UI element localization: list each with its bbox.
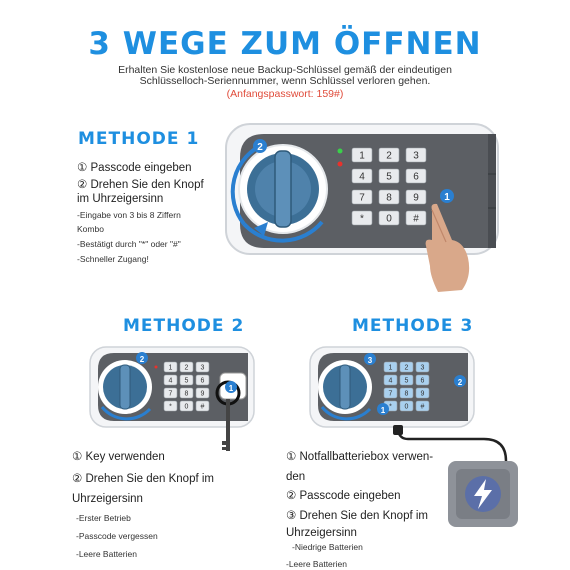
keypad-key-label: 2: [184, 364, 189, 372]
keypad-key-label: 7: [168, 390, 173, 398]
keypad-key-label: 6: [200, 377, 205, 385]
method2-note2: -Passcode vergessen: [76, 531, 158, 541]
keypad-key-label: 0: [404, 403, 409, 411]
method1-heading: METHODE 1: [78, 129, 200, 149]
method2-step1: ① Key verwenden: [72, 451, 165, 463]
keypad-key-label: 8: [386, 192, 392, 204]
method2-heading: METHODE 2: [123, 316, 245, 336]
method3-step2: ② Passcode eingeben: [286, 490, 401, 502]
method3-heading: METHODE 3: [352, 316, 474, 336]
method2-note3: -Leere Batterien: [76, 549, 137, 559]
keypad-key-label: 3: [413, 150, 419, 162]
svg-text:1: 1: [380, 406, 386, 415]
keypad-key-label: 1: [359, 150, 365, 162]
keypad-key-label: 6: [420, 377, 425, 385]
method3-note1: -Niedrige Batterien: [292, 542, 363, 552]
method1-step2b: im Uhrzeigersinn: [77, 193, 164, 205]
keypad-key-label: #: [420, 403, 425, 411]
lock-panel-illustration-1: [224, 118, 500, 294]
method1-note3: -Schneller Zugang!: [77, 254, 149, 264]
keypad-key-label: 9: [420, 390, 425, 398]
keypad-key-label: 3: [200, 364, 205, 372]
keypad-key-label: 9: [200, 390, 205, 398]
page-title: 3 WEGE ZUM ÖFFNEN: [88, 26, 482, 62]
keypad-key-label: 4: [168, 377, 173, 385]
method3-step3b: Uhrzeigersinn: [286, 527, 357, 539]
svg-text:2: 2: [457, 378, 463, 387]
method1-note1b: Kombo: [77, 224, 104, 234]
keypad-key-label: 5: [404, 377, 409, 385]
method2-step2b: Uhrzeigersinn: [72, 493, 143, 505]
subtitle-line-2: Schlüsselloch-Seriennummer, wenn Schlüssel verloren gehen.: [139, 75, 431, 87]
method1-note2: -Bestätigt durch "*" oder "#": [77, 239, 181, 249]
keypad-key-label: 3: [420, 364, 425, 372]
svg-text:2: 2: [139, 355, 145, 364]
method2-note1: -Erster Betrieb: [76, 513, 131, 523]
subtitle-line-1: Erhalten Sie kostenlose neue Backup-Schlüssel gemäß der eindeutigen: [118, 64, 452, 76]
method3-step1b: den: [286, 471, 306, 483]
method2-step2a: ② Drehen Sie den Knopf im: [72, 473, 214, 485]
keypad-key-label: 5: [386, 171, 392, 183]
keypad-key-label: 1: [388, 364, 393, 372]
svg-text:1: 1: [444, 192, 450, 203]
method3-step3a: ③ Drehen Sie den Knopf im: [286, 510, 428, 522]
battery-box-lightning-icon: [448, 461, 518, 527]
keypad-key-label: 2: [386, 150, 392, 162]
keypad-key-label: 7: [359, 192, 365, 204]
keypad-key-label: 7: [388, 390, 393, 398]
method1-note1: -Eingabe von 3 bis 8 Ziffern: [77, 210, 181, 220]
keypad-key-label: 4: [388, 377, 393, 385]
keypad-key-label: 4: [359, 171, 365, 183]
keypad-key-label: 9: [413, 192, 419, 204]
lock-panel-illustration-2: [88, 343, 258, 463]
initial-password: (Anfangspasswort: 159#): [226, 88, 344, 100]
keypad-key-label: *: [389, 403, 392, 411]
keypad-key-label: 2: [404, 364, 409, 372]
svg-text:1: 1: [228, 384, 234, 393]
keypad-key-label: #: [413, 213, 419, 225]
method3-step1a: ① Notfallbatteriebox verwen-: [286, 451, 434, 463]
keypad-key-label: 0: [386, 213, 392, 225]
method1-step1: ① Passcode eingeben: [77, 162, 192, 174]
keypad-key-label: 0: [184, 403, 189, 411]
keypad-key-label: *: [169, 403, 172, 411]
method3-note2: -Leere Batterien: [286, 559, 347, 569]
keypad-key-label: *: [360, 213, 364, 225]
lock-panel-illustration-3: [308, 343, 530, 533]
svg-text:3: 3: [367, 356, 373, 365]
svg-text:2: 2: [257, 142, 263, 153]
keypad-key-label: 8: [404, 390, 409, 398]
keypad-key-label: 5: [184, 377, 189, 385]
keypad-key-label: 6: [413, 171, 419, 183]
keypad-key-label: #: [200, 403, 205, 411]
keypad-key-label: 1: [168, 364, 173, 372]
method1-step2a: ② Drehen Sie den Knopf: [77, 179, 204, 191]
keypad-key-label: 8: [184, 390, 189, 398]
